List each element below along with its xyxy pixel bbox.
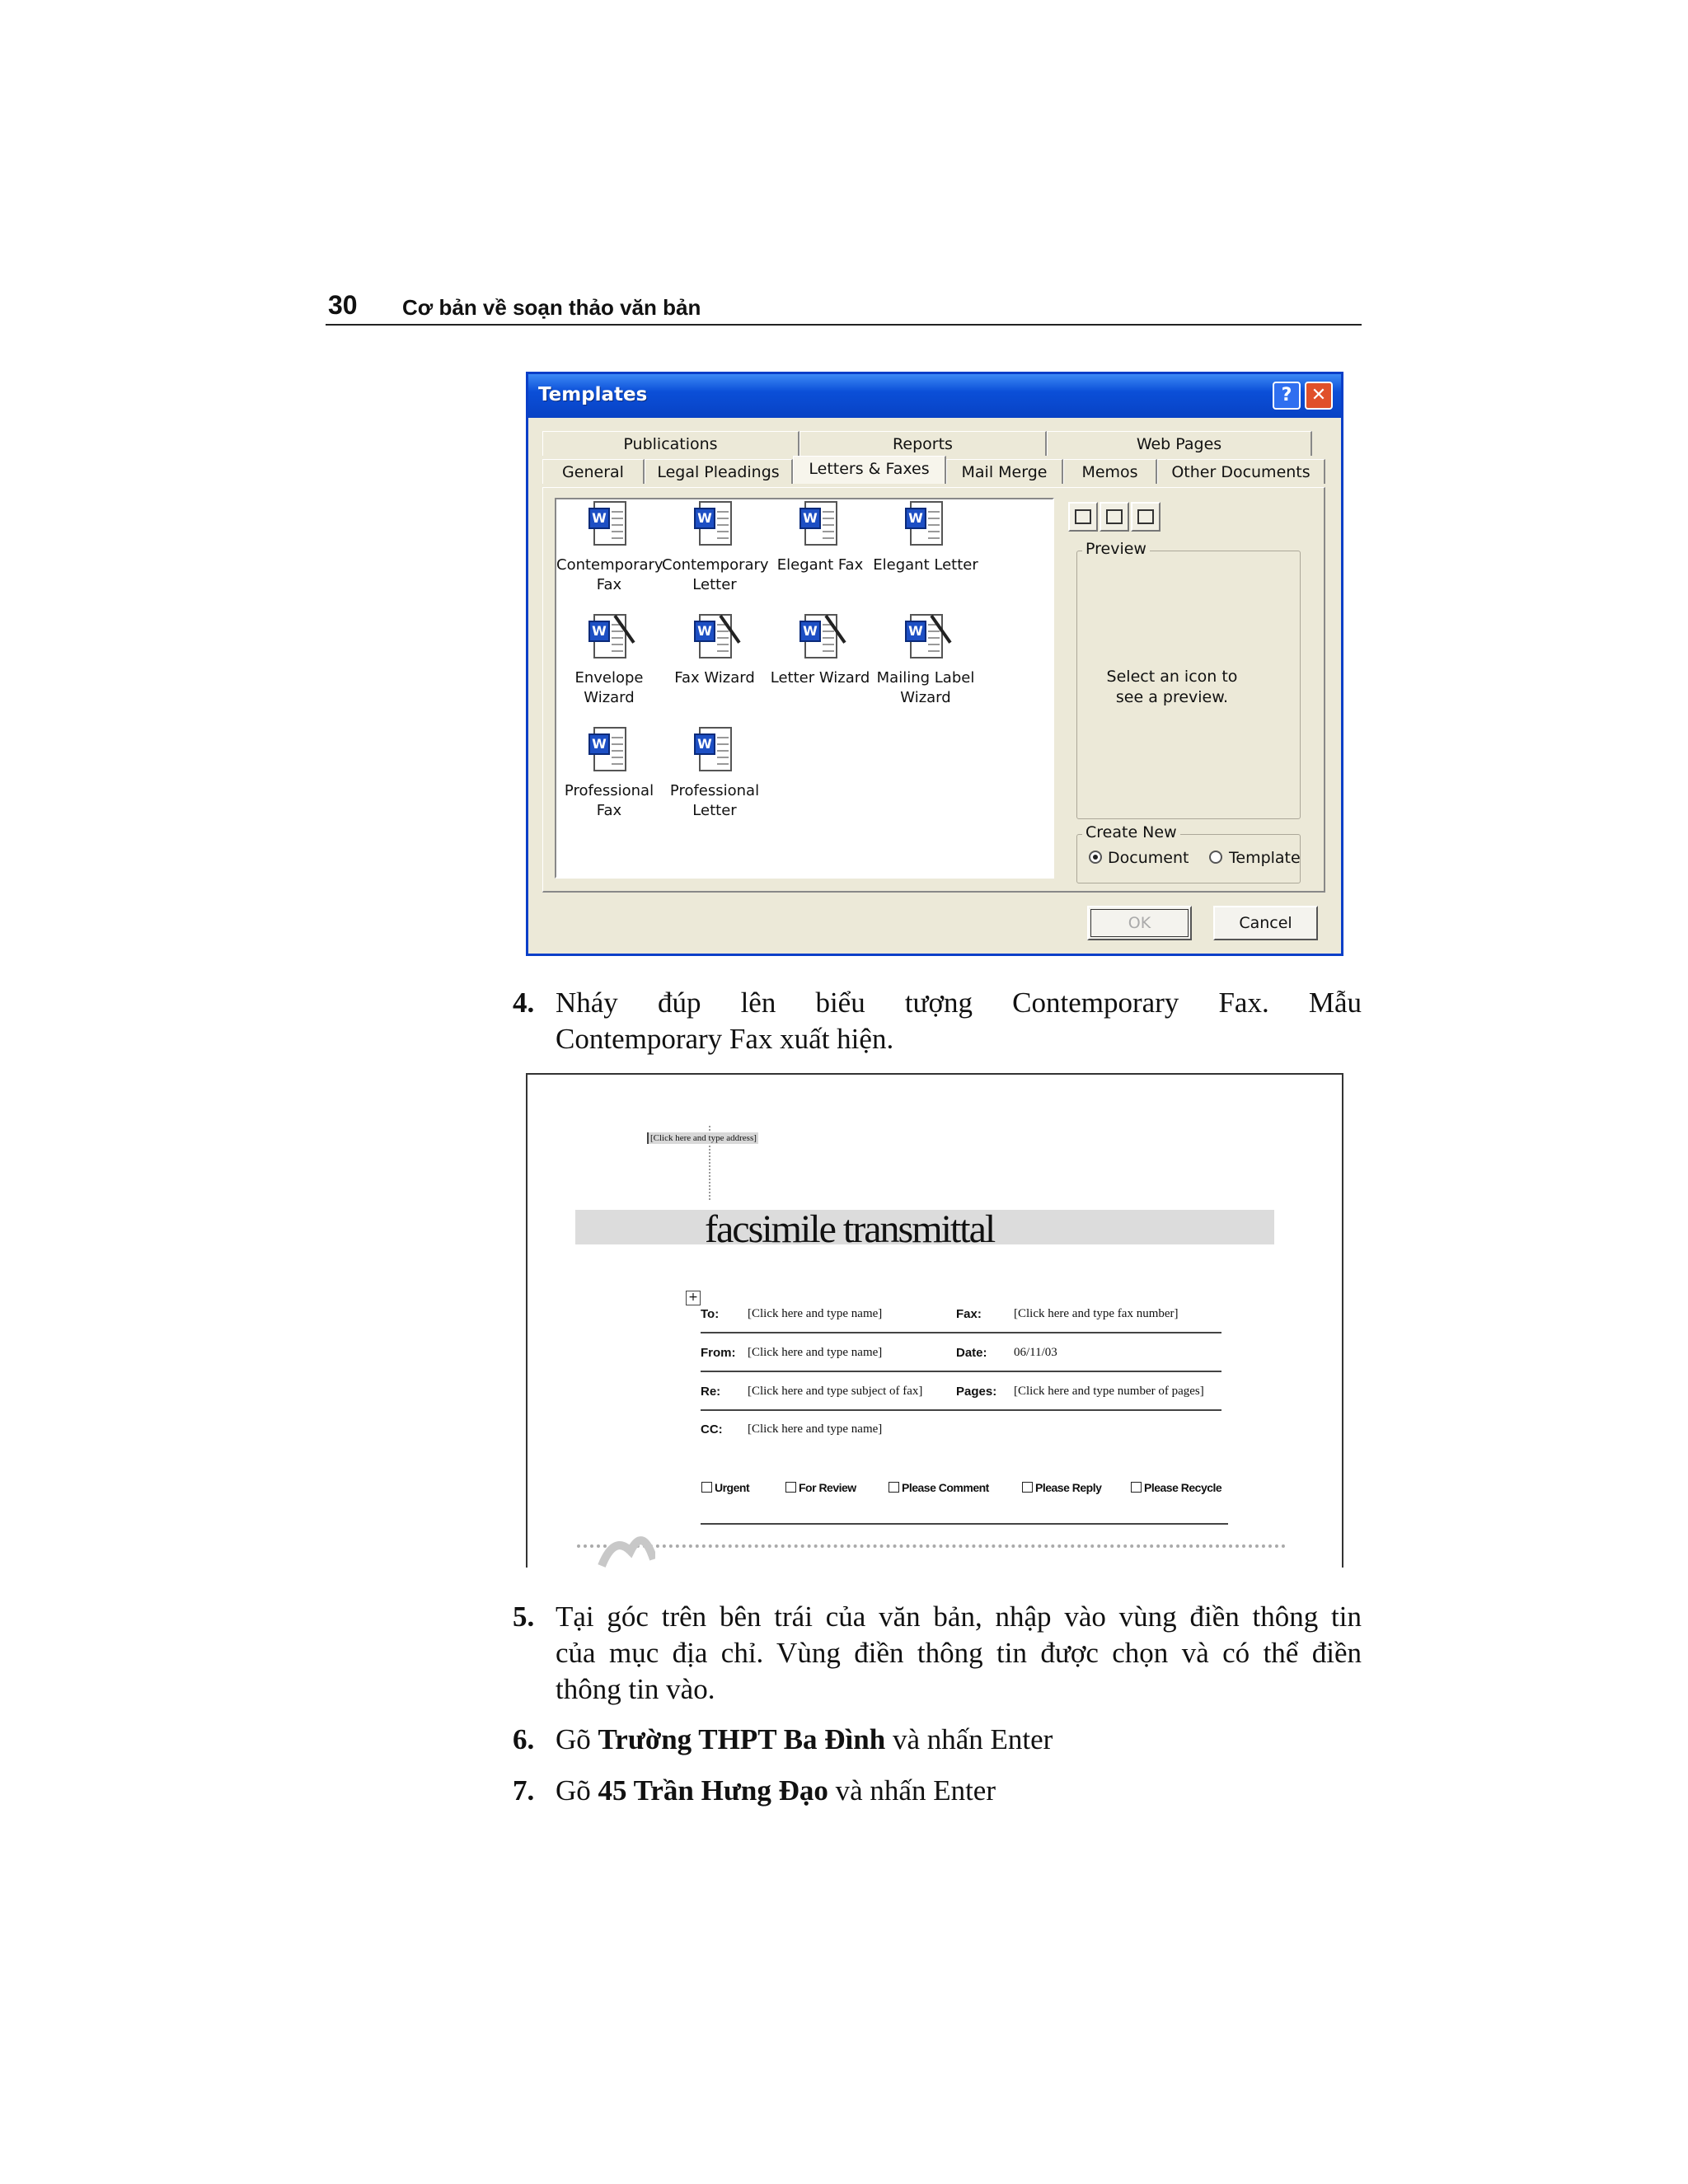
template-mailing-label-wizard[interactable]: W Mailing Label Wizard [873, 614, 978, 708]
preview-message: Select an icon to see a preview. [1106, 668, 1238, 706]
preview-label: Preview [1082, 540, 1150, 558]
wizard-document-icon: W [588, 614, 630, 662]
dialog-title: Templates [538, 384, 648, 405]
decorative-swirl-icon [598, 1526, 655, 1568]
tab-reports[interactable]: Reports [799, 431, 1047, 456]
step-number: 4. [513, 987, 535, 1019]
template-letter-wizard[interactable]: W Letter Wizard [767, 614, 873, 688]
fax-row-from: From: [Click here and type name] Date: 06/11/03 [701, 1334, 1221, 1372]
fax-row-cc: CC: [Click here and type name] [701, 1422, 883, 1436]
step-6: 6. Gõ Trường THPT Ba Đình và nhấn Enter [513, 1722, 1362, 1760]
word-document-icon: W [799, 501, 841, 549]
from-field[interactable]: [Click here and type name] [748, 1346, 883, 1359]
details-view-icon[interactable] [1131, 502, 1160, 532]
template-contemporary-letter[interactable]: W Contemporary Letter [662, 501, 767, 595]
date-field[interactable]: 06/11/03 [1014, 1346, 1057, 1359]
step-number: 7. [513, 1774, 535, 1807]
fax-title: facsimile transmittal [705, 1207, 995, 1251]
step-5 [513, 1599, 1362, 1710]
template-fax-wizard[interactable]: W Fax Wizard [662, 614, 767, 688]
step-number: 5. [513, 1601, 535, 1633]
tab-mail-merge[interactable]: Mail Merge [946, 459, 1063, 484]
large-icons-view-icon[interactable] [1068, 502, 1098, 532]
wizard-document-icon: W [905, 614, 946, 662]
template-envelope-wizard[interactable]: W Envelope Wizard [556, 614, 662, 708]
close-icon[interactable]: ✕ [1305, 382, 1333, 410]
template-elegant-fax[interactable]: W Elegant Fax [767, 501, 873, 575]
dotted-guide [577, 1544, 1286, 1548]
step-text-line: thông tin vào. [556, 1673, 715, 1705]
step-number: 6. [513, 1723, 535, 1755]
cancel-button[interactable]: Cancel [1213, 906, 1318, 940]
wizard-document-icon: W [799, 614, 841, 662]
step-text-line: Nháy đúp lên biểu tượng Contemporary Fax. Mẫu [556, 987, 1362, 1019]
tab-web-pages[interactable]: Web Pages [1047, 431, 1312, 456]
page-number: 30 [328, 290, 358, 320]
tab-general[interactable]: General [542, 459, 645, 484]
checkbox-urgent[interactable]: Urgent [701, 1481, 749, 1494]
fax-number-field[interactable]: [Click here and type fax number] [1014, 1307, 1179, 1320]
header-rule [326, 324, 1362, 326]
tab-legal-pleadings[interactable]: Legal Pleadings [645, 459, 793, 484]
wizard-document-icon: W [694, 614, 735, 662]
fax-row-re: Re: [Click here and type subject of fax] Pages: [Click here and type number of pages] [701, 1373, 1221, 1411]
step-text-line: Tại góc trên bên trái của văn bản, nhập vào vùng điền thông tin [556, 1601, 1362, 1633]
divider [701, 1523, 1228, 1525]
document-radio-label: Document [1108, 849, 1189, 867]
to-field[interactable]: [Click here and type name] [748, 1307, 883, 1320]
checkbox-please-comment[interactable]: Please Comment [889, 1481, 989, 1494]
word-document-icon: W [694, 727, 735, 775]
checkbox-please-recycle[interactable]: Please Recycle [1131, 1481, 1221, 1494]
template-professional-letter[interactable]: W Professional Letter [662, 727, 767, 821]
tab-letters-faxes[interactable]: Letters & Faxes [793, 456, 946, 484]
typed-text: 45 Trần Hưng Đạo [598, 1774, 828, 1807]
template-professional-fax[interactable]: W Professional Fax [556, 727, 662, 821]
templates-dialog [526, 372, 1343, 956]
checkbox-for-review[interactable]: For Review [785, 1481, 856, 1494]
document-radio[interactable] [1089, 851, 1102, 864]
step-4 [513, 985, 1362, 1059]
template-elegant-letter[interactable]: W Elegant Letter [873, 501, 978, 575]
word-document-icon: W [905, 501, 946, 549]
word-document-icon: W [588, 727, 630, 775]
fax-row-to: To: [Click here and type name] Fax: [Click here and type fax number] [701, 1296, 1221, 1333]
ok-button[interactable]: OK [1087, 906, 1192, 940]
step-text-line: Contemporary Fax xuất hiện. [556, 1023, 894, 1055]
running-header-title: Cơ bản về soạn thảo văn bản [402, 295, 701, 320]
list-view-icon[interactable] [1100, 502, 1129, 532]
help-icon[interactable]: ? [1273, 382, 1301, 410]
typed-text: Trường THPT Ba Đình [598, 1723, 886, 1755]
cc-field[interactable]: [Click here and type name] [748, 1422, 883, 1436]
table-move-icon[interactable]: + [686, 1291, 701, 1305]
dialog-titlebar [528, 374, 1341, 418]
address-field[interactable]: [Click here and type address] [647, 1132, 758, 1144]
template-radio[interactable] [1209, 851, 1222, 864]
fax-template-screenshot [526, 1073, 1343, 1568]
word-document-icon: W [694, 501, 735, 549]
template-contemporary-fax[interactable]: W Contemporary Fax [556, 501, 662, 595]
create-new-label: Create New [1082, 823, 1180, 841]
step-7: 7. Gõ 45 Trần Hưng Đạo và nhấn Enter [513, 1773, 1362, 1811]
pages-field[interactable]: [Click here and type number of pages] [1014, 1385, 1204, 1398]
template-radio-label: Template [1229, 849, 1301, 867]
tab-publications[interactable]: Publications [542, 431, 799, 456]
step-text-line: của mục địa chỉ. Vùng điền thông tin được chọn và có thể điền [556, 1637, 1362, 1669]
word-document-icon: W [588, 501, 630, 549]
checkbox-please-reply[interactable]: Please Reply [1022, 1481, 1101, 1494]
subject-field[interactable]: [Click here and type subject of fax] [748, 1385, 923, 1398]
tab-other-documents[interactable]: Other Documents [1157, 459, 1325, 484]
template-list [555, 498, 1054, 879]
tab-memos[interactable]: Memos [1063, 459, 1157, 484]
